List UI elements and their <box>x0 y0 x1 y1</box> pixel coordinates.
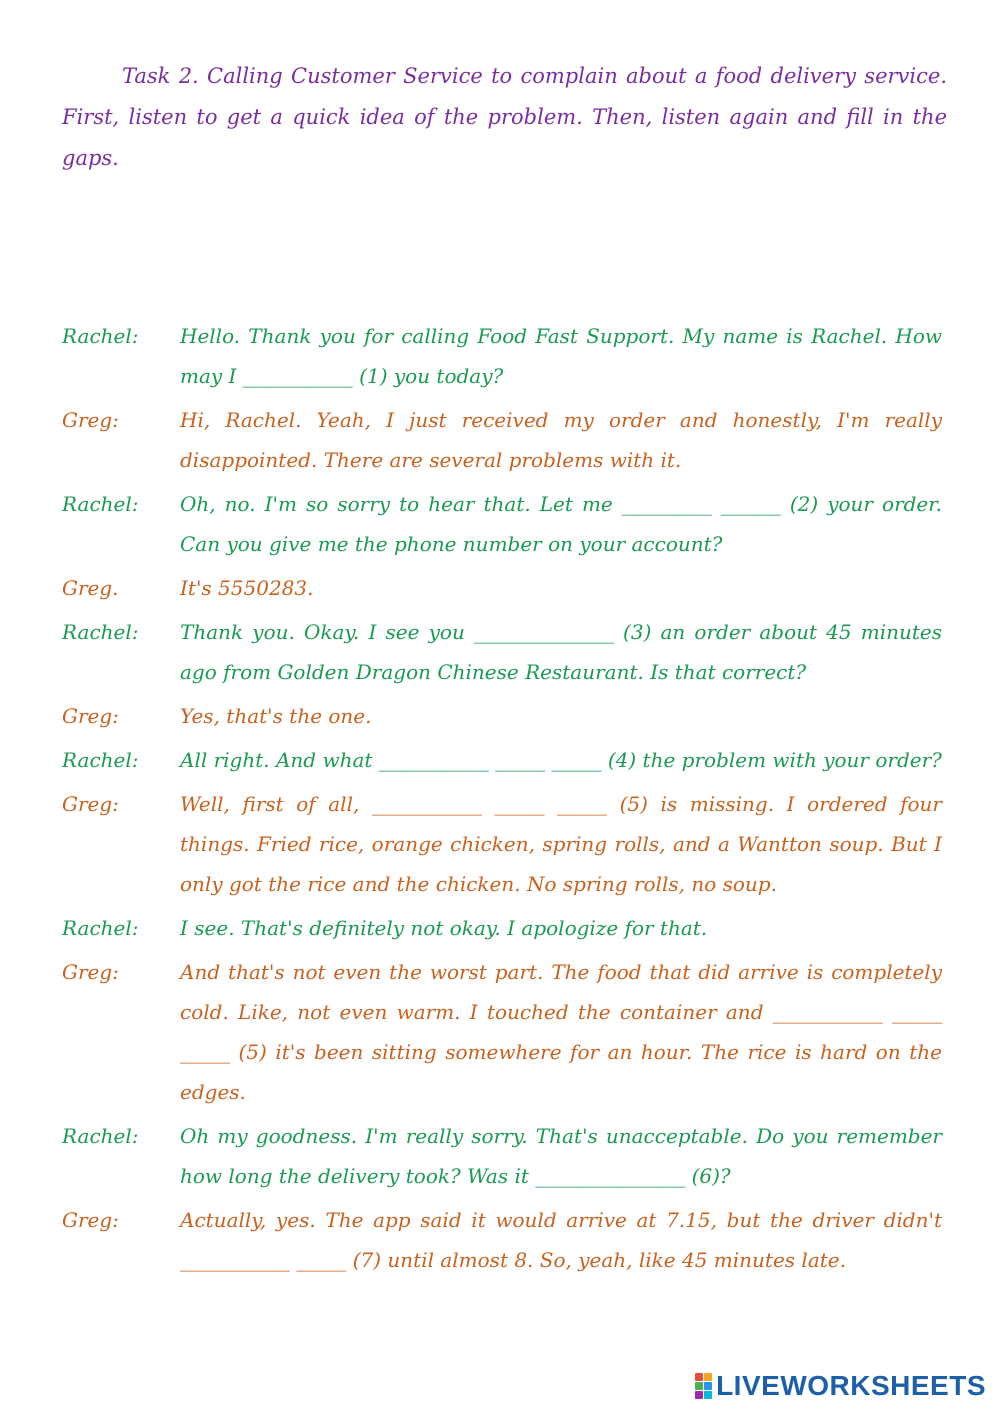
dialogue-text: And that's not even the worst part. The food that did arrive is completely cold. Like, not even warm. I touched the container and ___________ _____ _____ (5) it's been sitting somewhere for an hour. The rice is hard on the edges. <box>180 960 942 1104</box>
dialogue-text: Actually, yes. The app said it would arrive at 7.15, but the driver didn't ___________ _____ (7) until almost 8. So, yeah, like 45 minutes late. <box>180 1208 942 1272</box>
dialogue-line <box>62 740 942 780</box>
dialogue-line <box>62 316 942 396</box>
speaker-name: Greg. <box>62 576 119 600</box>
dialogue-text: Hello. Thank you for calling Food Fast Support. My name is Rachel. How may I ___________ (1) you today? <box>180 324 942 388</box>
speaker-name: Rachel: <box>62 324 139 348</box>
dialogue-text: All right. And what ___________ _____ _____ (4) the problem with your order? <box>180 748 942 772</box>
dialogue-text: Oh my goodness. I'm really sorry. That's unacceptable. Do you remember how long the delivery took? Was it _______________ (6)? <box>180 1124 942 1188</box>
speaker-name: Greg: <box>62 408 119 432</box>
speaker-name: Greg: <box>62 1208 119 1232</box>
dialogue-line <box>62 908 942 948</box>
speaker-name: Rachel: <box>62 748 139 772</box>
speaker-name: Rachel: <box>62 1124 139 1148</box>
logo-mark-icon <box>695 1373 712 1399</box>
speaker-name: Greg: <box>62 704 119 728</box>
speaker-name: Rachel: <box>62 620 139 644</box>
dialogue-text: Yes, that's the one. <box>180 704 372 728</box>
liveworksheets-logo <box>695 1370 986 1402</box>
task-instructions: Task 2. Calling Customer Service to complain about a food delivery service. First, listen to get a quick idea of the problem. Then, listen again and fill in the gaps. <box>62 64 947 170</box>
speaker-name: Greg: <box>62 792 119 816</box>
dialogue-line <box>62 1116 942 1196</box>
dialogue-text: I see. That's definitely not okay. I apologize for that. <box>180 916 708 940</box>
dialogue-text: It's 5550283. <box>180 576 314 600</box>
dialogue-line <box>62 784 942 904</box>
dialogue-text: Thank you. Okay. I see you ______________ (3) an order about 45 minutes ago from Golden Dragon Chinese Restaurant. Is that correct? <box>180 620 942 684</box>
dialogue-line <box>62 484 942 564</box>
dialogue-line <box>62 400 942 480</box>
speaker-name: Greg: <box>62 960 119 984</box>
speaker-name: Rachel: <box>62 916 139 940</box>
dialogue-text: Hi, Rachel. Yeah, I just received my order and honestly, I'm really disappointed. There are several problems with it. <box>180 408 942 472</box>
dialogue <box>62 316 942 1284</box>
dialogue-line <box>62 1200 942 1280</box>
dialogue-line <box>62 696 942 736</box>
dialogue-line <box>62 952 942 1112</box>
dialogue-text: Well, first of all, ___________ _____ _____ (5) is missing. I ordered four things. Fried rice, orange chicken, spring rolls, and a Wantton soup. But I only got the rice and the chicken. No spring rolls, no soup. <box>180 792 942 896</box>
dialogue-line <box>62 568 942 608</box>
logo-text: LIVEWORKSHEETS <box>716 1370 986 1401</box>
speaker-name: Rachel: <box>62 492 139 516</box>
dialogue-line <box>62 612 942 692</box>
dialogue-text: Oh, no. I'm so sorry to hear that. Let me _________ ______ (2) your order. Can you give me the phone number on your account? <box>180 492 942 556</box>
